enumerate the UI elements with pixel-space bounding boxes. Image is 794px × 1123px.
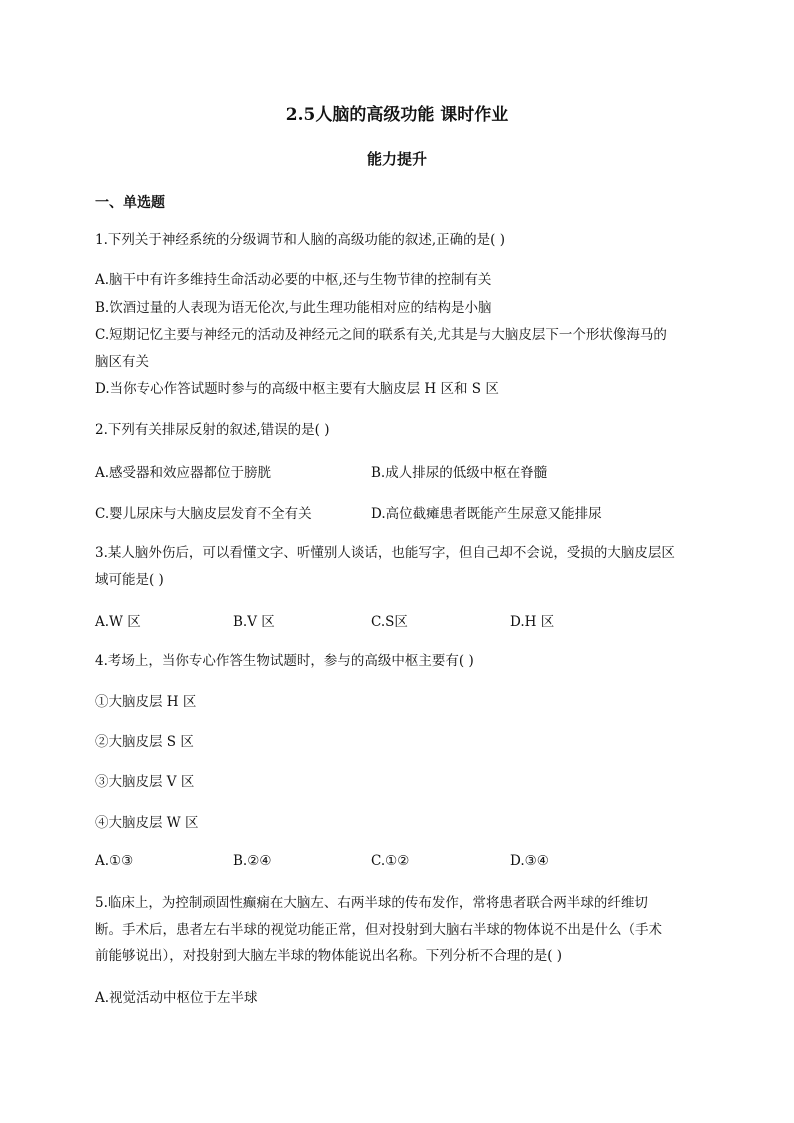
q4-item-1: ①大脑皮层 H 区 (95, 694, 197, 710)
q1-option-c-line1: C.短期记忆主要与神经元的活动及神经元之间的联系有关,尤其是与大脑皮层下一个形状像海马的 (95, 327, 667, 343)
q3-stem-line1: 3.某人脑外伤后，可以看懂文字、听懂别人谈话，也能写字，但自己却不会说，受损的大脑皮层区 (95, 545, 675, 561)
document-title: 2.5人脑的高级功能 课时作业 (285, 105, 509, 125)
section-heading: 一、单选题 (95, 195, 165, 211)
q4-option-c: C.①② (371, 853, 410, 869)
q1-stem: 1.下列关于神经系统的分级调节和人脑的高级功能的叙述,正确的是( ) (95, 232, 505, 248)
q2-option-d: D.高位截瘫患者既能产生尿意又能排尿 (371, 506, 602, 522)
q5-stem-line2: 断。手术后，患者左右半球的视觉功能正常，但对投射到大脑右半球的物体说不出是什么（手术 (95, 922, 662, 938)
q3-option-c: C.S区 (371, 614, 408, 630)
q4-option-d: D.③④ (510, 853, 549, 869)
q4-item-4: ④大脑皮层 W 区 (95, 815, 199, 831)
q5-option-a: A.视觉活动中枢位于左半球 (95, 990, 258, 1006)
q4-option-b: B.②④ (233, 853, 272, 869)
q2-stem: 2.下列有关排尿反射的叙述,错误的是( ) (95, 422, 330, 438)
q4-item-2: ②大脑皮层 S 区 (95, 734, 194, 750)
q2-option-a: A.感受器和效应器都位于膀胱 (95, 465, 272, 481)
q5-stem-line1: 5.临床上，为控制顽固性癫痫在大脑左、右两半球的传布发作，常将患者联合两半球的纤维切 (95, 895, 648, 911)
q3-option-a: A.W 区 (95, 614, 141, 630)
q1-option-b: B.饮酒过量的人表现为语无伦次,与此生理功能相对应的结构是小脑 (95, 300, 492, 316)
q3-stem-line2: 域可能是( ) (95, 572, 164, 588)
q2-option-c: C.婴儿尿床与大脑皮层发育不全有关 (95, 506, 312, 522)
q4-option-a: A.①③ (95, 853, 134, 869)
q3-option-b: B.V 区 (233, 614, 275, 630)
q3-option-d: D.H 区 (510, 614, 555, 630)
q4-item-3: ③大脑皮层 V 区 (95, 774, 195, 790)
q4-stem: 4.考场上，当你专心作答生物试题时，参与的高级中枢主要有( ) (95, 653, 474, 669)
q2-option-b: B.成人排尿的低级中枢在脊髓 (371, 465, 548, 481)
q1-option-a: A.脑干中有许多维持生命活动必要的中枢,还与生物节律的控制有关 (95, 272, 492, 288)
document-subtitle: 能力提升 (366, 150, 427, 168)
q5-stem-line3: 前能够说出），对投射到大脑左半球的物体能说出名称。下列分析不合理的是( ) (95, 948, 563, 964)
q1-option-c-line2: 脑区有关 (95, 354, 149, 370)
q1-option-d: D.当你专心作答试题时参与的高级中枢主要有大脑皮层 H 区和 S 区 (95, 381, 499, 397)
